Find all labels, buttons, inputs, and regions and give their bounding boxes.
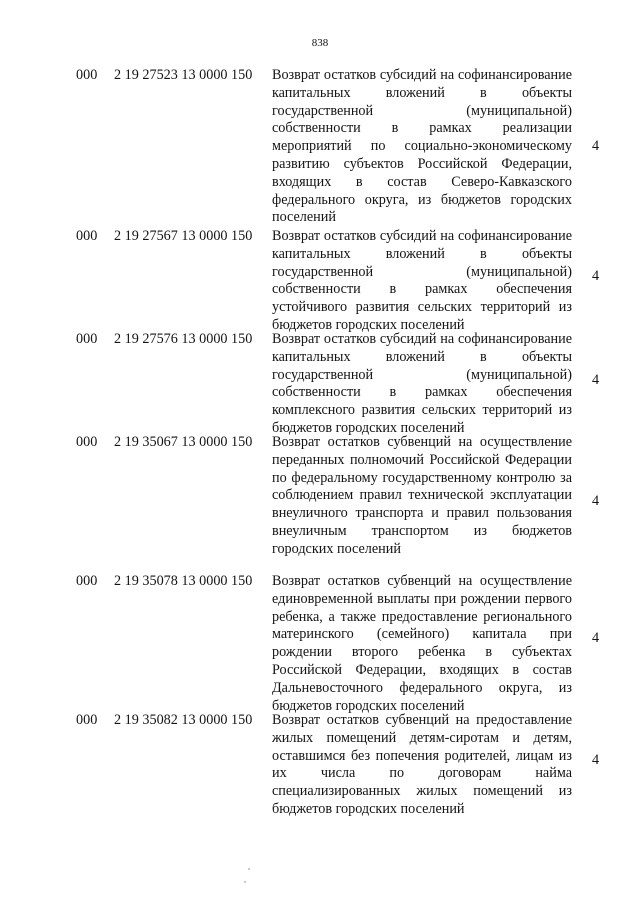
row-value: 4 [592,493,600,509]
kbk-code: 2 19 27567 13 0000 150 [114,228,253,244]
admin-code: 000 [76,573,98,589]
row-description: Возврат остатков субвенций на осуществление переданных полномочий Российской Федерации по федеральному государственному контролю за соблюдением правил технической эксплуатации внеуличного транспорта и правил пользования внеуличным транспортом из бюджетов городских поселений [272,434,572,557]
scan-speck [248,868,250,870]
kbk-code: 2 19 35078 13 0000 150 [114,573,253,589]
row-value: 4 [592,268,600,284]
row-description: Возврат остатков субвенций на предоставление жилых помещений детям-сиротам и детям, оставшимся без попечения родителей, лицам из их числа по договорам найма специализированных жилых помещений из бюджетов городских поселений [272,712,572,817]
kbk-code: 2 19 27523 13 0000 150 [114,67,253,83]
row-description: Возврат остатков субвенций на осуществление единовременной выплаты при рождении первого ребенка, а также предоставление регионального материнского (семейного) капитала при рождении второго ребенка в субъектах Российской Федерации, входящих в состав Дальневосточного федерального округа, из бюджетов городских поселений [272,573,572,714]
row-description: Возврат остатков субсидий на софинансирование капитальных вложений в объекты государственной (муниципальной) собственности в рамках обеспечения устойчивого развития сельских территорий из бюджетов городских поселений [272,228,572,333]
admin-code: 000 [76,331,98,347]
row-value: 4 [592,752,600,768]
row-description: Возврат остатков субсидий на софинансирование капитальных вложений в объекты государственной (муниципальной) собственности в рамках обеспечения комплексного развития сельских территорий из бюджетов городских поселений [272,331,572,436]
row-value: 4 [592,138,600,154]
kbk-code: 2 19 35082 13 0000 150 [114,712,253,728]
admin-code: 000 [76,67,98,83]
admin-code: 000 [76,434,98,450]
kbk-code: 2 19 27576 13 0000 150 [114,331,253,347]
row-description: Возврат остатков субсидий на софинансирование капитальных вложений в объекты государственной (муниципальной) собственности в рамках реализации мероприятий по социально-экономическому развитию субъектов Российской Федерации, входящих в состав Северо-Кавказского федерального округа, из бюджетов городских поселений [272,67,572,226]
row-value: 4 [592,630,600,646]
row-value: 4 [592,372,600,388]
scan-speck [244,881,246,883]
admin-code: 000 [76,228,98,244]
admin-code: 000 [76,712,98,728]
kbk-code: 2 19 35067 13 0000 150 [114,434,253,450]
page-number: 838 [311,37,329,49]
